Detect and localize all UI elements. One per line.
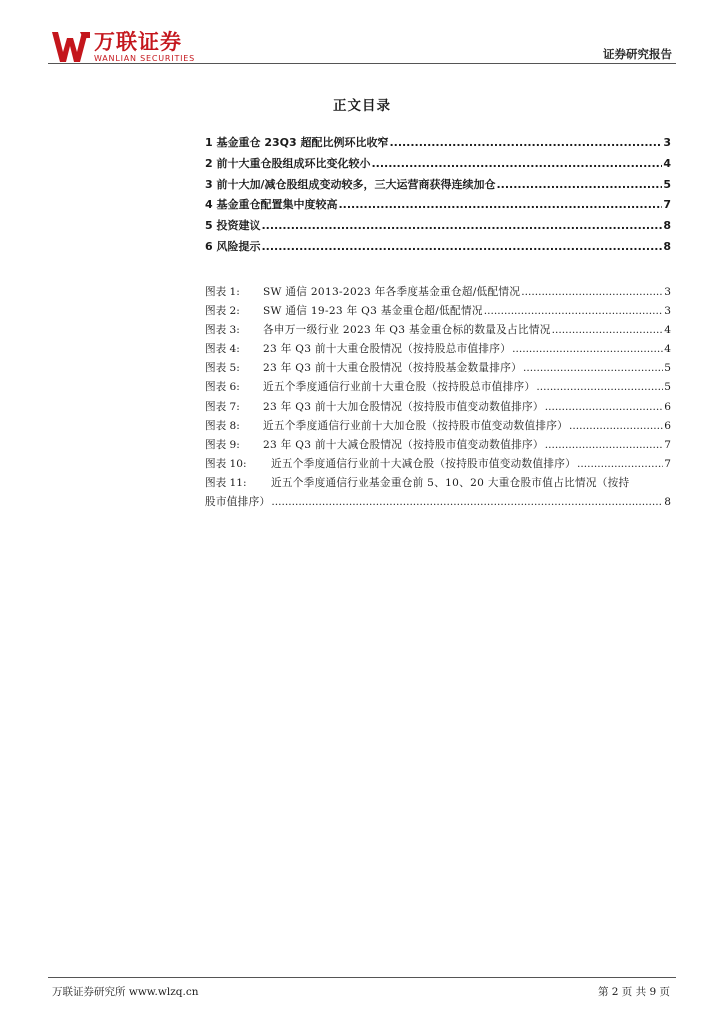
- wanlian-logo-icon: [50, 30, 92, 64]
- leader-dots: [545, 401, 663, 413]
- figure-title: 近五个季度通信行业前十大加仓股（按持股市值变动数值排序）: [263, 419, 569, 432]
- leader-dots: [484, 305, 664, 317]
- figure-page: 6: [664, 400, 671, 413]
- figure-title: 23 年 Q3 前十大加仓股情况（按持股市值变动数值排序）: [263, 400, 544, 413]
- figure-entry[interactable]: [205, 475, 671, 494]
- figure-entry[interactable]: [205, 379, 671, 398]
- leader-dots: [545, 439, 663, 451]
- leader-dots: [261, 219, 662, 232]
- figure-title: 23 年 Q3 前十大重仓股情况（按持股基金数量排序）: [263, 362, 522, 375]
- brand-logo: [50, 30, 195, 64]
- leader-dots: [552, 324, 664, 336]
- figure-number: 图表 4:: [205, 343, 240, 356]
- figure-entry[interactable]: [205, 360, 671, 379]
- figure-entry-continued[interactable]: [205, 494, 671, 513]
- figure-page: 8: [664, 496, 671, 509]
- figure-title: 23 年 Q3 前十大重仓股情况（按持股总市值排序）: [263, 343, 512, 356]
- figure-page: 4: [664, 324, 671, 337]
- figure-page: 7: [664, 438, 671, 451]
- figure-title: 23 年 Q3 前十大减仓股情况（按持股市值变动数值排序）: [263, 438, 544, 451]
- toc-entry-label: 4 基金重仓配置集中度较高: [205, 198, 338, 212]
- header-divider: [48, 63, 676, 64]
- brand-name-cn: 万联证券: [94, 30, 182, 54]
- leader-dots: [577, 458, 663, 470]
- footer-source: 万联证券研究所 www.wlzq.cn: [52, 986, 199, 998]
- figure-number: 图表 3:: [205, 324, 240, 337]
- toc-entry[interactable]: [205, 196, 671, 217]
- toc-entry[interactable]: [205, 155, 671, 176]
- leader-dots: [512, 343, 663, 355]
- figure-title-continued: 股市值排序）: [205, 496, 271, 509]
- figure-page: 5: [664, 362, 671, 375]
- leader-dots: [536, 381, 663, 393]
- table-of-contents: [205, 134, 671, 259]
- toc-entry-page: 7: [663, 198, 671, 212]
- toc-entry-page: 4: [663, 156, 671, 170]
- figure-entry[interactable]: [205, 418, 671, 437]
- leader-dots: [523, 362, 663, 374]
- figure-page: 6: [664, 419, 671, 432]
- figure-entry[interactable]: [205, 456, 671, 475]
- figure-title: SW 通信 19-23 年 Q3 基金重仓超/低配情况: [263, 305, 483, 318]
- figure-number: 图表 8:: [205, 419, 240, 432]
- figure-title: 近五个季度通信行业前十大减仓股（按持股市值变动数值排序）: [271, 457, 577, 470]
- figure-number: 图表 9:: [205, 438, 240, 451]
- figure-page: 3: [664, 286, 671, 298]
- figure-page: 3: [664, 305, 671, 318]
- toc-entry[interactable]: [205, 238, 671, 259]
- figure-number: 图表 5:: [205, 362, 240, 375]
- toc-entry-page: 5: [663, 177, 671, 191]
- toc-entry-label: 3 前十大加/减仓股组成变动较多，三大运营商获得连续加仓: [205, 177, 496, 191]
- footer-divider: [48, 977, 676, 978]
- toc-title: 正文目录: [333, 98, 391, 114]
- brand-name-en: WANLIAN SECURITIES: [94, 54, 196, 63]
- toc-entry-page: 8: [663, 239, 671, 253]
- figure-page: 5: [664, 381, 671, 394]
- leader-dots: [271, 496, 663, 508]
- figure-title: 近五个季度通信行业前十大重仓股（按持股总市值排序）: [263, 381, 536, 394]
- list-of-figures: [205, 284, 671, 513]
- leader-dots: [261, 240, 662, 253]
- document-type: 证券研究报告: [603, 47, 672, 61]
- leader-dots: [338, 198, 662, 211]
- figure-number: 图表 10:: [205, 457, 247, 470]
- figure-page: 4: [664, 343, 671, 356]
- figure-page: 7: [664, 457, 671, 470]
- figure-number: 图表 2:: [205, 305, 240, 318]
- toc-entry[interactable]: [205, 176, 671, 197]
- leader-dots: [569, 420, 663, 432]
- figure-title: SW 通信 2013-2023 年各季度基金重仓超/低配情况: [263, 286, 521, 298]
- toc-entry[interactable]: [205, 134, 671, 155]
- figure-entry[interactable]: [205, 399, 671, 418]
- leader-dots: [371, 157, 662, 170]
- toc-entry-page: 3: [663, 136, 671, 149]
- figure-entry[interactable]: [205, 341, 671, 360]
- figure-title: 近五个季度通信行业基金重仓前 5、10、20 大重仓股市值占比情况（按持: [271, 476, 630, 489]
- toc-entry-label: 2 前十大重仓股组成环比变化较小: [205, 156, 371, 170]
- footer-page-number: 第 2 页 共 9 页: [597, 986, 670, 998]
- figure-number: 图表 6:: [205, 381, 240, 394]
- toc-entry-label: 6 风险提示: [205, 239, 261, 253]
- toc-entry-label: 1 基金重仓 23Q3 超配比例环比收窄: [205, 136, 389, 149]
- figure-entry[interactable]: [205, 322, 671, 341]
- figure-entry[interactable]: [205, 303, 671, 322]
- figure-number: 图表 1:: [205, 286, 240, 298]
- toc-entry-label: 5 投资建议: [205, 219, 261, 233]
- leader-dots: [389, 136, 662, 149]
- figure-entry[interactable]: [205, 284, 671, 303]
- figure-number: 图表 7:: [205, 400, 240, 413]
- toc-entry-page: 8: [663, 219, 671, 233]
- figure-entry[interactable]: [205, 437, 671, 456]
- leader-dots: [521, 286, 663, 298]
- leader-dots: [497, 178, 663, 191]
- toc-entry[interactable]: [205, 217, 671, 238]
- figure-number: 图表 11:: [205, 476, 247, 489]
- figure-title: 各申万一级行业 2023 年 Q3 基金重仓标的数量及占比情况: [263, 324, 551, 337]
